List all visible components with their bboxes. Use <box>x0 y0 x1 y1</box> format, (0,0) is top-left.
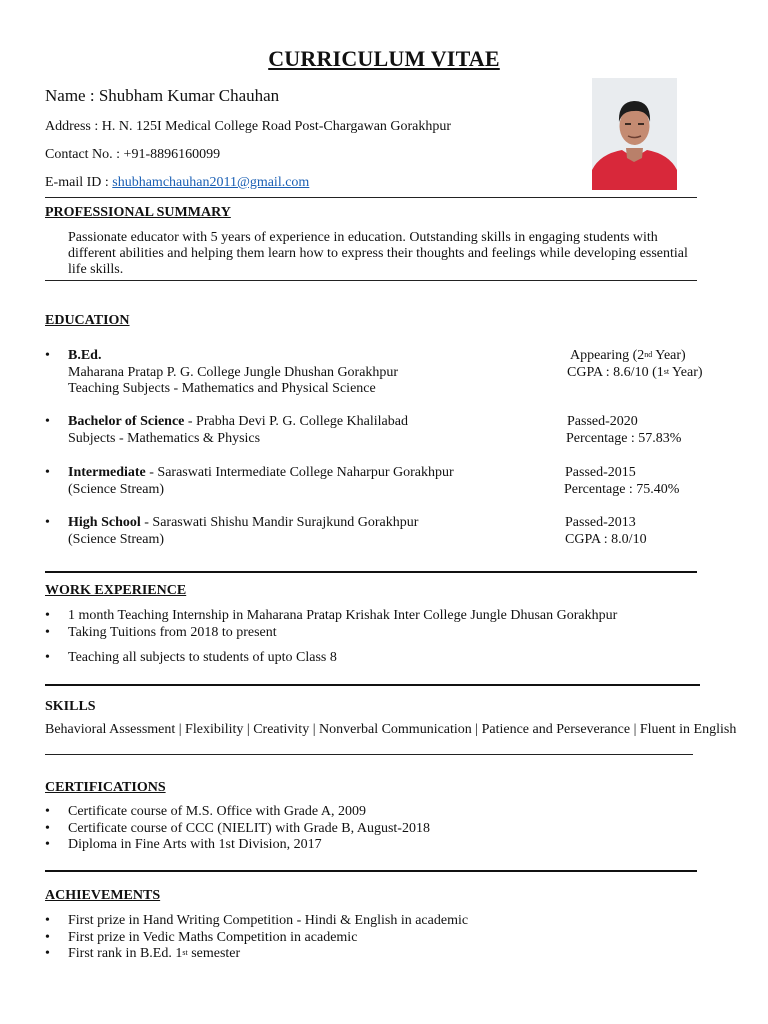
certifications-heading: CERTIFICATIONS <box>45 780 166 795</box>
bed-status: Appearing (2nd Year) <box>570 348 686 363</box>
profile-photo <box>592 78 677 190</box>
college-line: Maharana Pratap P. G. College Jungle Dhushan Gorakhpur <box>68 364 399 380</box>
contact-line: Contact No. : +91-8896160099 <box>45 147 221 162</box>
bullet: • <box>45 515 50 530</box>
list-item: • 1 month Teaching Internship in Maharana Pratap Krishak Inter College Jungle Dhusan Gorakhpur <box>45 608 618 623</box>
school-score: CGPA : 8.0/10 <box>565 532 647 547</box>
page-title: CURRICULUM VITAE <box>268 46 500 71</box>
bsc-status: Passed-2020 <box>567 414 638 429</box>
education-bed <box>45 348 398 398</box>
skills-heading: SKILLS <box>45 699 96 714</box>
bsc-score: Percentage : 57.83% <box>566 431 682 446</box>
list-item: • Diploma in Fine Arts with 1st Division, 2017 <box>45 837 322 852</box>
education-heading: EDUCATION <box>45 313 130 328</box>
summary-heading: PROFESSIONAL SUMMARY <box>45 205 231 220</box>
inter-score: Percentage : 75.40% <box>564 482 680 497</box>
stream-line: (Science Stream) <box>68 481 165 497</box>
summary-text: Passionate educator with 5 years of experience in education. Outstanding skills in engaging students with different abilities and helping them learn how to express their thoughts and feelings while developing essential life skills. <box>68 230 688 277</box>
bed-cgpa: CGPA : 8.6/10 (1st Year) <box>567 365 703 380</box>
work-list <box>45 608 617 667</box>
degree-name: B.Ed. <box>68 348 102 363</box>
candidate-name: Name : Shubham Kumar Chauhan <box>45 86 280 105</box>
college-name: - Saraswati Intermediate College Naharpur Gorakhpur <box>145 465 454 480</box>
list-item: • Certificate course of CCC (NIELIT) with Grade B, August-2018 <box>45 820 430 836</box>
education-bsc <box>45 414 408 447</box>
list-item: • Taking Tuitions from 2018 to present <box>45 624 277 640</box>
degree-name: High School <box>68 515 141 530</box>
skills-text: Behavioral Assessment | Flexibility | Creativity | Nonverbal Communication | Patience and Perseverance | Fluent in English <box>45 722 737 737</box>
degree-name: Bachelor of Science <box>68 414 185 429</box>
inter-status: Passed-2015 <box>565 465 636 480</box>
address-line: Address : H. N. 125I Medical College Road Post-Chargawan Gorakhpur <box>45 119 452 134</box>
bullet: • <box>45 348 50 363</box>
college-name: - Saraswati Shishu Mandir Surajkund Gorakhpur <box>140 515 419 530</box>
person-photo-icon <box>592 78 677 190</box>
school-status: Passed-2013 <box>565 515 636 530</box>
bullet: • <box>45 465 50 480</box>
divider <box>45 684 700 686</box>
education-high-school <box>45 515 418 548</box>
email-link[interactable]: shubhamchauhan2011@gmail.com <box>112 175 310 190</box>
email-label: E-mail ID : <box>45 175 113 190</box>
work-heading: WORK EXPERIENCE <box>45 583 187 598</box>
subjects-line: Teaching Subjects - Mathematics and Physical Science <box>68 381 376 396</box>
achievements-heading: ACHIEVEMENTS <box>45 888 161 903</box>
college-name: - Prabha Devi P. G. College Khalilabad <box>184 414 408 429</box>
achievements-list <box>45 913 468 963</box>
bullet: • <box>45 414 50 429</box>
divider <box>45 571 697 573</box>
divider <box>45 754 693 755</box>
divider <box>45 280 697 281</box>
list-item: • Teaching all subjects to students of upto Class 8 <box>45 650 337 665</box>
education-intermediate <box>45 465 454 498</box>
certifications-list <box>45 804 430 854</box>
list-item: • Certificate course of M.S. Office with Grade A, 2009 <box>45 804 366 819</box>
degree-name: Intermediate <box>68 465 146 480</box>
stream-line: (Science Stream) <box>68 531 165 547</box>
list-item: • First prize in Vedic Maths Competition in academic <box>45 929 358 945</box>
email-line <box>45 175 309 191</box>
divider <box>45 197 697 198</box>
list-item: • First rank in B.Ed. 1st semester <box>45 946 241 961</box>
subjects-line: Subjects - Mathematics & Physics <box>68 430 261 446</box>
list-item: • First prize in Hand Writing Competition - Hindi & English in academic <box>45 913 469 928</box>
divider <box>45 870 697 872</box>
